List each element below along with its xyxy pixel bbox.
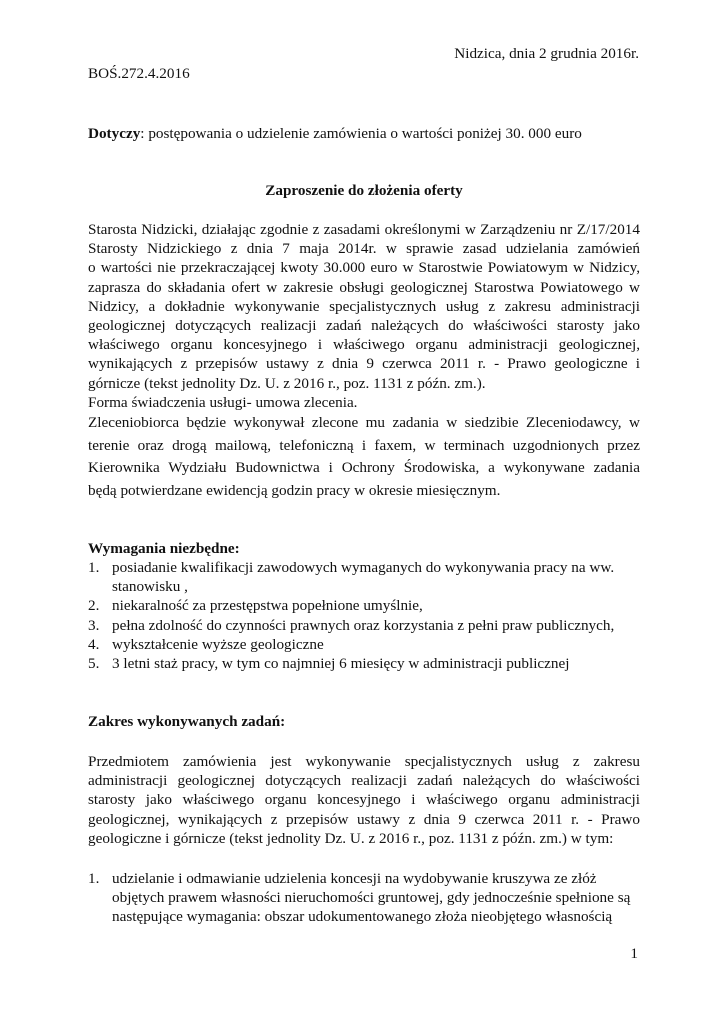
item-continuation: objętych prawem własności nieruchomości gruntowej, gdy jednocześnie spełnione są bbox=[112, 889, 631, 907]
contractor-line: Zleceniobiorca będzie wykonywał zlecone mu zadania w siedzibie Zleceniodawcy, w bbox=[88, 414, 640, 431]
intro-line: o wartości nie przekraczającej kwoty 30.000 euro w Starostwie Powiatowym w Nidzicy, bbox=[88, 259, 640, 277]
list-item bbox=[88, 869, 648, 888]
intro-paragraph bbox=[88, 220, 640, 412]
intro-line: Nidzicy, a dokładnie wykonywanie specjalistycznych usług z zakresu administracji bbox=[88, 297, 640, 315]
form-line: Forma świadczenia usługi- umowa zlecenia. bbox=[88, 393, 358, 411]
item-continuation: następujące wymagania: obszar udokumentowanego złoża nieobjętego własnością bbox=[112, 908, 613, 926]
list-item bbox=[88, 635, 648, 654]
item-text: niekaralność za przestępstwa popełnione umyślnie, bbox=[112, 597, 423, 615]
scope-line: geologiczne i górnicze (tekst jednolity Dz. U. z 2016 r., poz. 1131 z późn. zm.) w tym: bbox=[88, 829, 614, 847]
requirements-heading: Wymagania niezbędne: bbox=[88, 540, 240, 557]
list-item bbox=[88, 596, 648, 615]
contractor-line: będą potwierdzane ewidencją godzin pracy w okresie miesięcznym. bbox=[88, 481, 501, 499]
list-item bbox=[88, 616, 648, 635]
scope-line: Przedmiotem zamówienia jest wykonywanie specjalistycznych usług z zakresu bbox=[88, 753, 640, 770]
item-number: 1. bbox=[88, 870, 100, 887]
intro-line: wynikających z przepisów ustawy z dnia 9 czerwca 2011 r. - Prawo geologiczne i bbox=[88, 355, 640, 373]
item-text: pełna zdolność do czynności prawnych oraz korzystania z pełni praw publicznych, bbox=[112, 616, 615, 634]
intro-line: górnicze (tekst jednolity Dz. U. z 2016 r., poz. 1131 z późn. zm.). bbox=[88, 374, 486, 392]
contractor-paragraph bbox=[88, 413, 640, 503]
scope-paragraph bbox=[88, 752, 640, 848]
item-text: wykształcenie wyższe geologiczne bbox=[112, 635, 324, 653]
intro-line: geologicznej dotyczących realizacji zadań należących do właściwości starosty jako bbox=[88, 316, 640, 334]
scope-line: geologicznej, wynikających z przepisów ustawy z dnia 9 czerwca 2011 r. - Prawo bbox=[88, 810, 640, 828]
item-text: posiadanie kwalifikacji zawodowych wymaganych do wykonywania pracy na ww. bbox=[112, 559, 615, 576]
item-number: 4. bbox=[88, 635, 100, 653]
intro-line: właściwego organu koncesyjnego i właściwego organu administracji geologicznej, bbox=[88, 336, 640, 354]
subject-line bbox=[88, 124, 582, 143]
list-item bbox=[88, 654, 648, 673]
scope-line: starosty jako właściwego organu koncesyjnego i właściwego organu administracji bbox=[88, 791, 640, 809]
contractor-line: Kierownika Wydziału Budownictwa i Ochrony Środowiska, a wykonywane zadania bbox=[88, 459, 640, 476]
scope-line: administracji geologicznej dotyczących realizacji zadań należących do właściwości bbox=[88, 772, 640, 790]
item-text: 3 letni staż pracy, w tym co najmniej 6 miesięcy w administracji publicznej bbox=[112, 654, 570, 672]
subject-label: Dotyczy bbox=[88, 125, 141, 142]
requirements-list bbox=[88, 558, 648, 673]
intro-line: zaprasza do składania ofert w zakresie obsługi geologicznej Starostwa Powiatowego w bbox=[88, 278, 640, 296]
page-title: Zaproszenie do złożenia oferty bbox=[265, 182, 463, 199]
reference-number: BOŚ.272.4.2016 bbox=[88, 65, 190, 82]
page-number: 1 bbox=[630, 945, 638, 962]
place-date: Nidzica, dnia 2 grudnia 2016r. bbox=[454, 45, 639, 62]
intro-line: Starosty Nidzickiego z dnia 7 maja 2014r. w sprawie zasad udzielania zamówień bbox=[88, 240, 640, 258]
subject-text: : postępowania o udzielenie zamówienia o wartości poniżej 30. 000 euro bbox=[140, 125, 582, 142]
item-text: udzielanie i odmawianie udzielenia koncesji na wydobywanie kruszywa ze złóż bbox=[112, 870, 597, 887]
intro-line: Starosta Nidzicki, działając zgodnie z zasadami określonymi w Zarządzeniu nr Z/17/2014 bbox=[88, 221, 640, 238]
item-number: 2. bbox=[88, 597, 100, 615]
list-item bbox=[88, 558, 648, 577]
scope-heading: Zakres wykonywanych zadań: bbox=[88, 713, 286, 730]
item-number: 5. bbox=[88, 654, 100, 672]
item-number: 1. bbox=[88, 559, 100, 576]
item-continuation: stanowisku , bbox=[112, 578, 188, 596]
scope-list bbox=[88, 869, 648, 927]
item-number: 3. bbox=[88, 616, 100, 634]
contractor-line: terenie oraz drogą mailową, telefoniczną i faxem, w terminach uzgodnionych przez bbox=[88, 436, 640, 454]
